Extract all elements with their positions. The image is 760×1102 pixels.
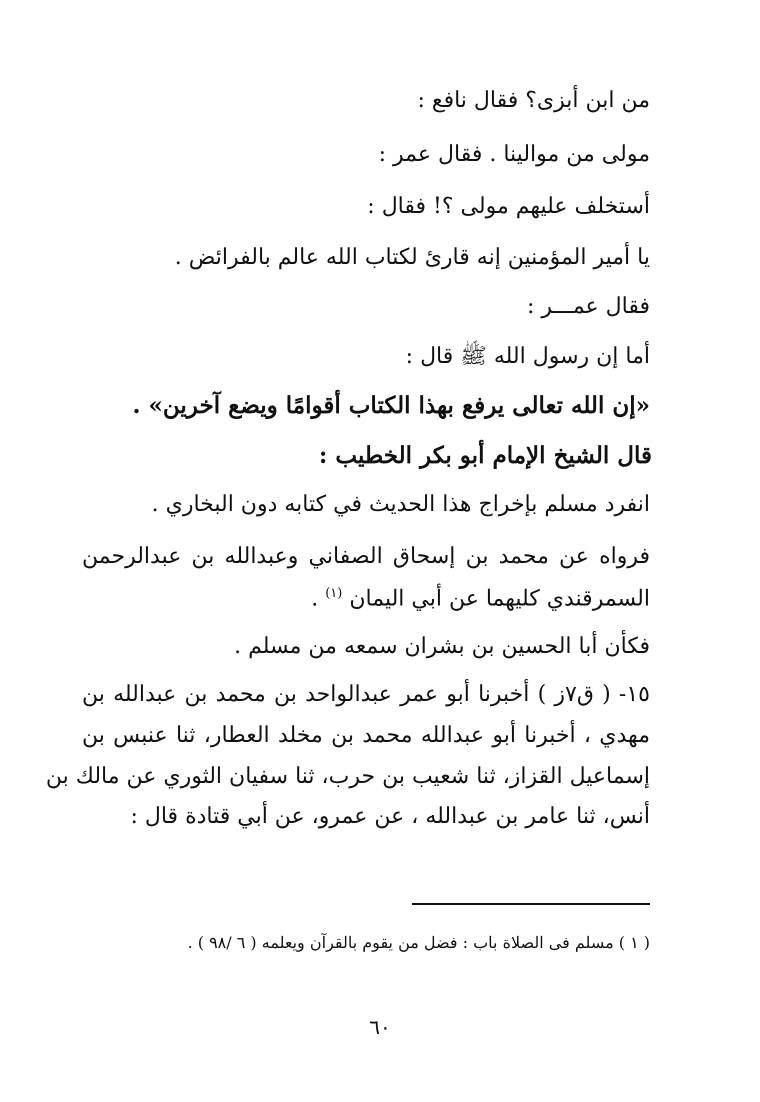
- text-line-16: أنس، ثنا عامر بن عبدالله ، عن عمرو، عن أبي قتادة قال :: [130, 804, 650, 829]
- text-line-11: [311, 577, 650, 616]
- text-line-3: أستخلف عليهم مولى ؟! فقال :: [367, 194, 650, 219]
- page-number: ٦٠: [369, 1015, 391, 1039]
- text-line-10: فرواه عن محمد بن إسحاق الصفاني وعبدالله بن عبدالرحمن: [82, 544, 650, 569]
- text-line-13: ١٥- ( ق٧ز ) أخبرنا أبو عمر عبدالواحد بن محمد بن عبدالله بن: [82, 682, 650, 707]
- text-line-5: فقال عمـــر :: [526, 294, 650, 319]
- text-line-11-body: السمرقندي كليهما عن أبي اليمان: [349, 586, 650, 612]
- footnote: ( ١ ) مسلم فى الصلاة باب : فضل من يقوم بالقرآن ويعلمه ( ٦ /٩٨ ) .: [187, 933, 650, 952]
- text-line-9: انفرد مسلم بإخراج هذا الحديث في كتابه دون البخاري .: [151, 492, 650, 517]
- section-heading: قال الشيخ الإمام أبو بكر الخطيب :: [318, 442, 652, 469]
- text-line-4: يا أمير المؤمنين إنه قارئ لكتاب الله عالم بالفرائض .: [174, 245, 650, 270]
- hadith-quote: «إن الله تعالى يرفع بهذا الكتاب أقوامًا ويضع آخرين» .: [132, 392, 650, 419]
- text-line-14: مهدي ، أخبرنا أبو عبدالله محمد بن مخلد العطار، ثنا عنبس بن: [82, 723, 650, 748]
- text-line-1: من ابن أبزى؟ فقال نافع :: [417, 88, 650, 113]
- footnote-reference[interactable]: (١): [325, 586, 343, 601]
- text-line-15: إسماعيل القزاز، ثنا شعيب بن حرب، ثنا سفيان الثوري عن مالك بن: [45, 764, 650, 789]
- text-line-6: أما إن رسول الله ﷺ قال :: [405, 344, 650, 369]
- text-line-2: مولى من موالينا . فقال عمر :: [378, 142, 650, 167]
- footnote-divider: [412, 903, 650, 905]
- text-line-12: فكأن أبا الحسين بن بشران سمعه من مسلم .: [234, 634, 650, 659]
- line-end-dot: .: [311, 586, 326, 612]
